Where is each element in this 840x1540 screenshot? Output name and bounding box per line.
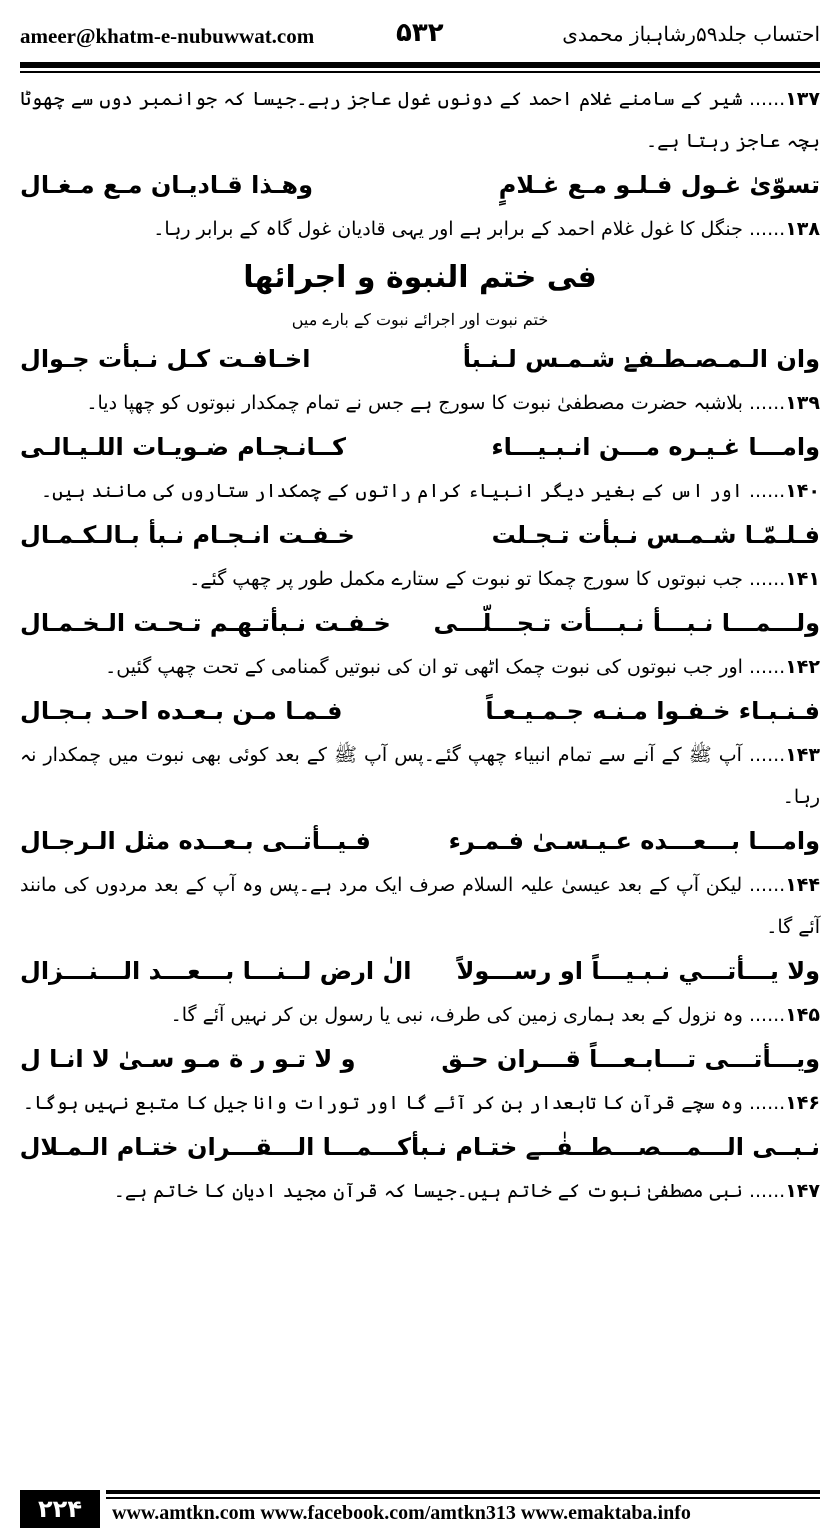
entry-leader-dots: ......	[742, 1004, 786, 1026]
verse-line	[20, 1124, 820, 1170]
verse-line	[20, 512, 820, 558]
verse-right-hemistich: وامـــا بـــعـــده عـيـسـىٰ فـمـرء	[448, 827, 820, 855]
verse-left-hemistich: فـيــأتــى بـعــده مثل الـرجـال	[20, 827, 371, 855]
entry-number: ۱۴۷	[785, 1180, 820, 1202]
footer-links: www.amtkn.com www.facebook.com/amtkn313 www.emaktaba.info	[112, 1502, 691, 1524]
header-email: ameer@khatm-e-nubuwwat.com	[20, 24, 315, 48]
entry-paragraph	[20, 1170, 820, 1212]
entry-paragraph	[20, 864, 820, 948]
entry-paragraph	[20, 994, 820, 1036]
entry-text: وہ نزول کے بعد ہماری زمین کی طرف، نبی یا رسول بن کر نہیں آئے گا۔	[170, 1004, 743, 1026]
verse-right-hemistich: فـنـبـاء خـفـوا مـنـه جـمـيـعـاً	[485, 697, 820, 725]
entry-paragraph	[20, 558, 820, 600]
verse-line	[20, 424, 820, 470]
verse-left-hemistich: كـــمـــا الـــقـــران ختـام الـمـلال	[19, 1133, 411, 1161]
entry-text: شیر کے سامنے غلام احمد کے دونوں غول عاجز رہے۔جیسا کہ جوانمبر دوں سے چھوٹا بچہ عاجز رہتا ہے۔	[20, 88, 820, 152]
header-rule-thin	[20, 71, 820, 73]
page-footer	[20, 1490, 820, 1528]
entry-leader-dots: ......	[742, 874, 786, 896]
header-rule	[20, 62, 820, 68]
entry-text: بلاشبہ حضرت مصطفیٰ نبوت کا سورج ہے جس نے تمام چمکدار نبوتوں کو چھپا دیا۔	[86, 392, 743, 414]
entry-text: جنگل کا غول غلام احمد کے برابر ہے اور یہی قادیان غول گاہ کے برابر رہا۔	[153, 218, 743, 240]
verse-right-hemistich: نـبــى الـــمـــصـــطــفٰــے ختـام نـبأ	[410, 1133, 820, 1161]
entry-paragraph	[20, 470, 820, 512]
verse-line	[20, 1036, 820, 1082]
entry-paragraph	[20, 1082, 820, 1124]
verse-line	[20, 688, 820, 734]
footer-rule	[106, 1490, 820, 1494]
entry-paragraph	[20, 208, 820, 250]
entry-text: اور اس کے بغیر دیگر انبیاء کرام راتوں کے چمکدار ستاروں کی مانند ہیں۔	[40, 480, 743, 502]
entry-leader-dots: ......	[742, 656, 786, 678]
entry-number: ۱۴۳	[785, 744, 820, 766]
entry-text: لیکن آپ کے بعد عیسیٰ علیہ السلام صرف ایک مرد ہے۔پس وہ آپ کے بعد مردوں کی مانند آئے گا۔	[20, 874, 820, 938]
entry-number: ۱۳۷	[785, 88, 820, 110]
entry-leader-dots: ......	[741, 744, 786, 766]
verse-right-hemistich: ويـــأتـــى تـــابـعـــاً قـــران حـق	[441, 1045, 820, 1073]
entry-text: وہ سچے قرآن کا تابعدار بن کر آئے گا اور تورات وانا جیل کا متبع نہیں ہوگا۔	[22, 1092, 743, 1114]
entry-leader-dots: ......	[742, 218, 786, 240]
section-subheading: ختم نبوت اور اجرائے نبوت کے بارے میں	[291, 310, 549, 329]
entry-leader-dots: ......	[742, 1092, 786, 1114]
verse-right-hemistich: ولا يـــأتـــي نـبـيـــاً او رســـولاً	[456, 957, 820, 985]
verse-left-hemistich: كــانـجـام ضـويـات اللـيـالـى	[20, 433, 346, 461]
verse-left-hemistich: وهـذا قـاديـان مـع مـغـال	[20, 171, 313, 199]
entry-number: ۱۳۹	[785, 392, 820, 414]
verse-right-hemistich: تسوّیٰ غـول فـلـو مـع غـلامٍ	[498, 171, 820, 199]
verse-right-hemistich: فـلـمّـا شـمـس نـبأت تـجـلت	[491, 521, 820, 549]
verse-line	[20, 336, 820, 382]
verse-line	[20, 600, 820, 646]
page-content	[20, 78, 820, 1212]
verse-line	[20, 162, 820, 208]
section-heading: فی ختم النبوة و اجرائها	[243, 260, 597, 295]
verse-line	[20, 948, 820, 994]
verse-left-hemistich: فـمـا مـن بـعـده احـد بـجـال	[20, 697, 343, 725]
entry-paragraph	[20, 734, 820, 818]
verse-left-hemistich: الٰ ارض لــنـــا بـــعـــد الـــنـــزال	[20, 957, 412, 985]
entry-number: ۱۴۵	[785, 1004, 820, 1026]
entry-text: جب نبوتوں کا سورج چمکا تو نبوت کے ستارے مکمل طور پر چھپ گئے۔	[189, 568, 743, 590]
entry-leader-dots: ......	[742, 1180, 786, 1202]
footer-rule-thin	[106, 1497, 820, 1499]
entry-number: ۱۴۱	[785, 568, 820, 590]
verse-left-hemistich: و لا تـو ر ة مـو سـىٰ لا انـا ل	[20, 1045, 356, 1073]
header-title: احتساب جلد۵۹رشاہباز محمدی	[562, 22, 820, 46]
entry-text: اور جب نبوتوں کی نبوت چمک اٹھی تو ان کی نبوتیں گمنامی کے تحت چھپ گئیں۔	[105, 656, 743, 678]
footer-page-box: ۲۲۴	[20, 1490, 100, 1528]
entry-number: ۱۳۸	[785, 218, 820, 240]
entry-paragraph	[20, 382, 820, 424]
page-header	[20, 18, 820, 58]
verse-left-hemistich: خـفـت انـجـام نـبأ بـالـكـمـال	[20, 521, 355, 549]
verse-right-hemistich: وامـــا غـيـره مـــن انـبـيـــاء	[491, 433, 820, 461]
verse-right-hemistich: ولـــمـــا نـبـــأ نـبـــأت تـجـــلّـــى	[433, 609, 820, 637]
entry-leader-dots: ......	[742, 88, 786, 110]
verse-right-hemistich: وان الـمـصـطـفےٰ شـمـس لـنـبأ	[462, 345, 820, 373]
entry-number: ۱۴۴	[785, 874, 820, 896]
entry-number: ۱۴۰	[785, 480, 820, 502]
entry-leader-dots: ......	[742, 568, 786, 590]
page-number: ۵۳۲	[396, 18, 444, 48]
verse-left-hemistich: اخـافـت كـل نـبأت جـوال	[20, 345, 311, 373]
entry-text: آپ ﷺ کے آنے سے تمام انبیاء چھپ گئے۔پس آپ ﷺ کے بعد کوئی بھی نبوت میں چمکدار نہ رہا۔	[20, 744, 820, 808]
entry-leader-dots: ......	[742, 480, 786, 502]
verse-left-hemistich: خـفـت نـبأتـهـم تـحـت الـخـمـال	[20, 609, 391, 637]
entry-number: ۱۴۶	[785, 1092, 820, 1114]
entry-leader-dots: ......	[742, 392, 786, 414]
entry-paragraph	[20, 646, 820, 688]
verse-line	[20, 818, 820, 864]
entry-text: نبی مصطفیٰ نبوت کے خاتم ہیں۔جیسا کہ قرآن مجید ادیان کا خاتم ہے۔	[113, 1180, 743, 1202]
entry-number: ۱۴۲	[785, 656, 820, 678]
entry-paragraph	[20, 78, 820, 162]
